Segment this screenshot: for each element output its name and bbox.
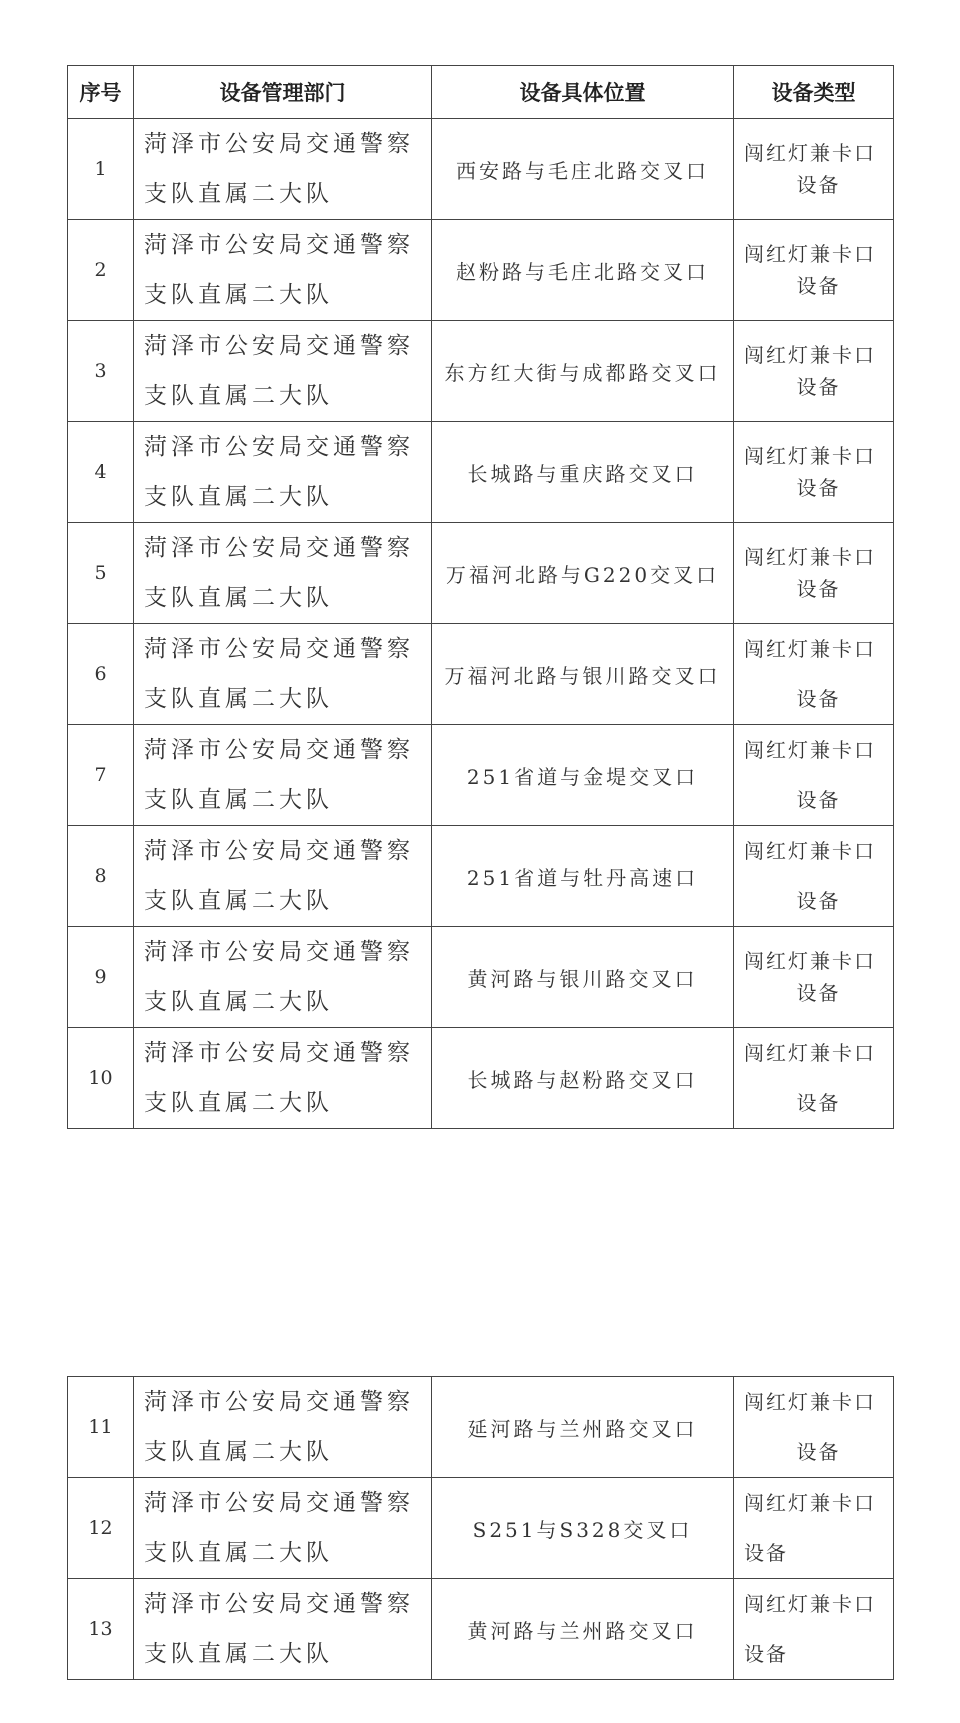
row-seq: 3 <box>68 321 134 422</box>
type-line-1: 闯红灯兼卡口 <box>744 839 876 863</box>
row-type <box>734 422 894 523</box>
dept-line-2: 支队直属二大队 <box>144 585 333 611</box>
type-line-2: 设备 <box>796 889 841 913</box>
row-location: 延河路与兰州路交叉口 <box>432 1377 734 1478</box>
dept-line-2: 支队直属二大队 <box>144 484 333 510</box>
row-dept <box>134 1028 432 1129</box>
type-line-2: 设备 <box>796 1091 841 1115</box>
row-type <box>734 321 894 422</box>
table-row <box>68 1377 894 1478</box>
dept-line-1: 菏泽市公安局交通警察 <box>144 838 414 864</box>
dept-line-2: 支队直属二大队 <box>144 1540 333 1566</box>
table-row <box>68 119 894 220</box>
table-row <box>68 927 894 1028</box>
row-dept <box>134 523 432 624</box>
table-row <box>68 826 894 927</box>
dept-line-2: 支队直属二大队 <box>144 1641 333 1667</box>
table-row <box>68 321 894 422</box>
type-line-1: 闯红灯兼卡口 <box>744 343 876 367</box>
type-line-2: 设备 <box>796 173 841 197</box>
row-location: S251与S328交叉口 <box>432 1478 734 1579</box>
table-row <box>68 1579 894 1680</box>
row-dept <box>134 220 432 321</box>
dept-line-2: 支队直属二大队 <box>144 888 333 914</box>
type-line-1: 闯红灯兼卡口 <box>744 545 876 569</box>
table-row <box>68 220 894 321</box>
row-type <box>734 523 894 624</box>
row-type <box>734 1478 894 1579</box>
dept-line-1: 菏泽市公安局交通警察 <box>144 434 414 460</box>
row-dept <box>134 422 432 523</box>
table-row <box>68 1478 894 1579</box>
row-location: 万福河北路与G220交叉口 <box>432 523 734 624</box>
row-seq: 13 <box>68 1579 134 1680</box>
row-seq: 12 <box>68 1478 134 1579</box>
device-table-part-1 <box>67 65 894 1129</box>
row-dept <box>134 1579 432 1680</box>
row-seq: 5 <box>68 523 134 624</box>
type-line-1: 闯红灯兼卡口 <box>744 242 876 266</box>
type-line-1: 闯红灯兼卡口 <box>744 1491 876 1515</box>
row-dept <box>134 624 432 725</box>
dept-line-1: 菏泽市公安局交通警察 <box>144 131 414 157</box>
dept-line-2: 支队直属二大队 <box>144 787 333 813</box>
row-dept <box>134 321 432 422</box>
type-line-2: 设备 <box>796 687 841 711</box>
dept-line-2: 支队直属二大队 <box>144 282 333 308</box>
row-seq: 8 <box>68 826 134 927</box>
row-seq: 9 <box>68 927 134 1028</box>
type-line-2: 设备 <box>796 375 841 399</box>
row-location: 黄河路与兰州路交叉口 <box>432 1579 734 1680</box>
header-type: 设备类型 <box>734 66 894 119</box>
row-type <box>734 826 894 927</box>
dept-line-1: 菏泽市公安局交通警察 <box>144 535 414 561</box>
row-location: 长城路与重庆路交叉口 <box>432 422 734 523</box>
table-row <box>68 422 894 523</box>
row-dept <box>134 1377 432 1478</box>
dept-line-1: 菏泽市公安局交通警察 <box>144 333 414 359</box>
dept-line-1: 菏泽市公安局交通警察 <box>144 1389 414 1415</box>
row-location: 黄河路与银川路交叉口 <box>432 927 734 1028</box>
header-seq: 序号 <box>68 66 134 119</box>
dept-line-2: 支队直属二大队 <box>144 383 333 409</box>
row-seq: 10 <box>68 1028 134 1129</box>
header-location: 设备具体位置 <box>432 66 734 119</box>
device-table-part-2 <box>67 1376 894 1680</box>
type-line-2: 设备 <box>796 788 841 812</box>
type-line-1: 闯红灯兼卡口 <box>744 1390 876 1414</box>
row-seq: 4 <box>68 422 134 523</box>
row-seq: 1 <box>68 119 134 220</box>
row-location: 万福河北路与银川路交叉口 <box>432 624 734 725</box>
dept-line-1: 菏泽市公安局交通警察 <box>144 1490 414 1516</box>
type-line-1: 闯红灯兼卡口 <box>744 1041 876 1065</box>
type-line-1: 闯红灯兼卡口 <box>744 637 876 661</box>
type-line-2: 设备 <box>796 274 841 298</box>
row-dept <box>134 1478 432 1579</box>
type-line-1: 闯红灯兼卡口 <box>744 1592 876 1616</box>
row-dept <box>134 725 432 826</box>
dept-line-1: 菏泽市公安局交通警察 <box>144 737 414 763</box>
table-header-row <box>68 66 894 119</box>
row-dept <box>134 119 432 220</box>
dept-line-1: 菏泽市公安局交通警察 <box>144 636 414 662</box>
row-seq: 7 <box>68 725 134 826</box>
row-type <box>734 725 894 826</box>
header-dept: 设备管理部门 <box>134 66 432 119</box>
row-location: 251省道与金堤交叉口 <box>432 725 734 826</box>
dept-line-2: 支队直属二大队 <box>144 989 333 1015</box>
row-location: 西安路与毛庄北路交叉口 <box>432 119 734 220</box>
type-line-2: 设备 <box>796 476 841 500</box>
dept-line-2: 支队直属二大队 <box>144 1090 333 1116</box>
type-line-2: 设备 <box>796 981 841 1005</box>
dept-line-1: 菏泽市公安局交通警察 <box>144 939 414 965</box>
dept-line-1: 菏泽市公安局交通警察 <box>144 232 414 258</box>
row-seq: 11 <box>68 1377 134 1478</box>
type-line-1: 闯红灯兼卡口 <box>744 738 876 762</box>
table-row <box>68 725 894 826</box>
dept-line-1: 菏泽市公安局交通警察 <box>144 1040 414 1066</box>
table-row <box>68 624 894 725</box>
row-dept <box>134 927 432 1028</box>
row-dept <box>134 826 432 927</box>
row-type <box>734 1579 894 1680</box>
row-seq: 2 <box>68 220 134 321</box>
row-type <box>734 119 894 220</box>
row-type <box>734 624 894 725</box>
type-line-1: 闯红灯兼卡口 <box>744 444 876 468</box>
type-line-2: 设备 <box>796 1440 841 1464</box>
row-location: 东方红大街与成都路交叉口 <box>432 321 734 422</box>
row-seq: 6 <box>68 624 134 725</box>
row-type <box>734 1028 894 1129</box>
row-location: 长城路与赵粉路交叉口 <box>432 1028 734 1129</box>
type-line-2: 设备 <box>744 1642 788 1666</box>
type-line-2: 设备 <box>744 1541 788 1565</box>
row-type <box>734 927 894 1028</box>
row-type <box>734 1377 894 1478</box>
row-location: 251省道与牡丹高速口 <box>432 826 734 927</box>
row-type <box>734 220 894 321</box>
type-line-1: 闯红灯兼卡口 <box>744 949 876 973</box>
table-row <box>68 1028 894 1129</box>
dept-line-1: 菏泽市公安局交通警察 <box>144 1591 414 1617</box>
table-row <box>68 523 894 624</box>
dept-line-2: 支队直属二大队 <box>144 686 333 712</box>
type-line-1: 闯红灯兼卡口 <box>744 141 876 165</box>
row-location: 赵粉路与毛庄北路交叉口 <box>432 220 734 321</box>
dept-line-2: 支队直属二大队 <box>144 1439 333 1465</box>
dept-line-2: 支队直属二大队 <box>144 181 333 207</box>
type-line-2: 设备 <box>796 577 841 601</box>
